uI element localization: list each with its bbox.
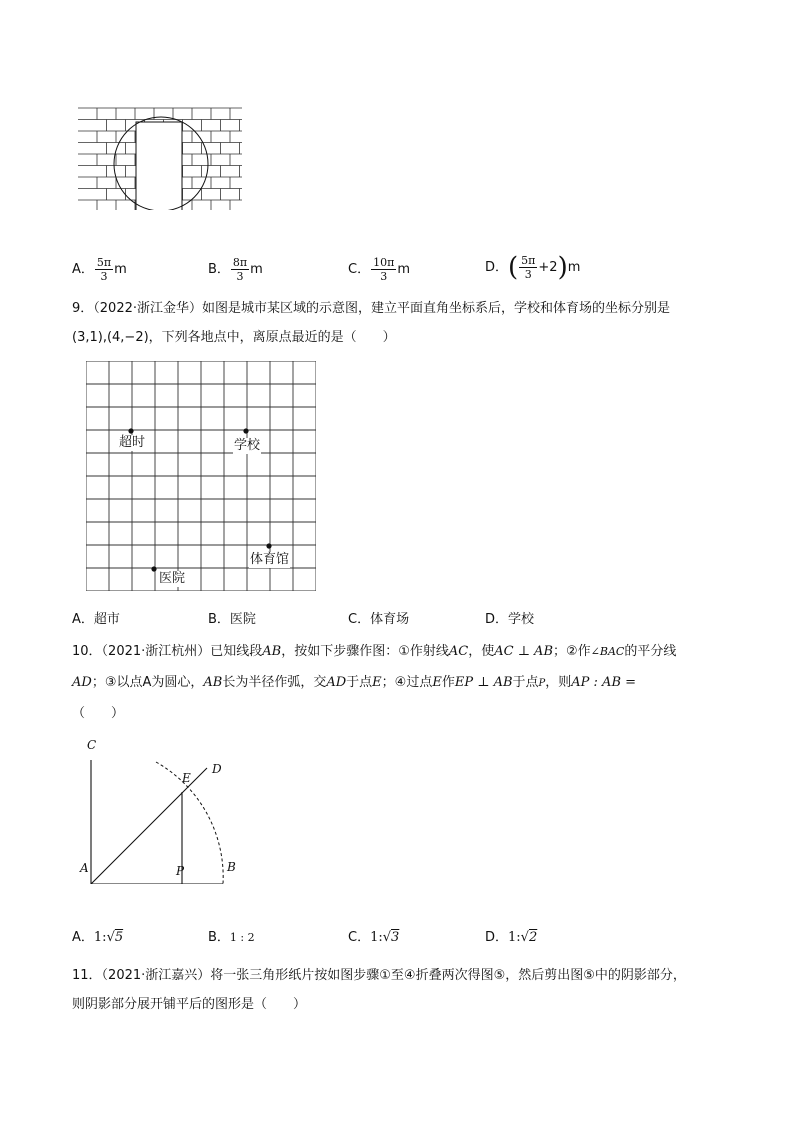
q9-stem-line1: 9．（2022·浙江金华）如图是城市某区域的示意图，建立平面直角坐标系后，学校和体育场的坐标分别是 [72,301,670,316]
q11-stem-line2: 则阴影部分展开铺平后的图形是（ ） [72,997,307,1012]
option-letter: C． [348,262,371,277]
q10-stem-line1 [72,643,676,661]
math: EP ⊥ AB [454,675,513,690]
q8-option-b[interactable] [208,256,263,283]
fraction [231,256,249,283]
q10-option-b[interactable] [208,929,255,947]
q10-construction-figure [72,734,252,884]
label-a: A [80,861,89,875]
option-letter: B． [208,930,230,945]
label-b: B [227,860,236,874]
option-letter: A． [72,262,94,277]
unit: m [114,262,127,277]
hospital-point [151,566,156,571]
ratio-prefix: 1: [93,930,107,945]
q9-stem-line2: (3,1),(4,−2)，下列各地点中，离原点最近的是（ ） [72,330,396,345]
q10-stem-line3: （ ） [72,706,125,721]
text: ；②作 [553,644,591,659]
text: ，按如下步骤作图：①作射线 [281,644,449,659]
numerator: 10π [373,256,395,269]
text: ；④过点 [381,675,433,690]
q8-option-d[interactable] [485,254,580,281]
radicand: 3 [391,930,400,945]
numerator: 5π [521,254,536,267]
plus-term: +2 [538,260,558,275]
math: AB [203,675,223,690]
option-letter: D． [485,930,509,945]
denominator: 3 [236,270,244,283]
ratio-value: 1 : 2 [229,931,255,944]
unit: m [397,262,410,277]
math: ∠BAC [590,645,625,658]
label-p: P [176,864,185,878]
text: 长为半径作弧，交 [222,675,327,690]
stadium-point [266,543,271,548]
left-paren: ( [508,252,519,283]
text: 的平分线 [624,644,677,659]
label-d: D [212,762,222,776]
sqrt-symbol: √ [382,930,392,945]
label-e: E [182,771,191,785]
denominator: 3 [100,270,108,283]
fraction [95,256,113,283]
q9-city-map [86,361,316,591]
math: AD [72,675,92,690]
q8-brick-arch-figure [78,106,244,210]
math: E [432,675,442,690]
q10-option-c[interactable] [348,929,399,947]
text: ；③以点A为圆心， [91,675,204,690]
radicand: 2 [528,930,538,945]
q9-option-c[interactable]: C．体育场 [348,612,410,627]
text: ，使 [468,644,495,659]
q10-option-a[interactable] [72,929,123,947]
math: E [372,675,382,690]
ratio-prefix: 1: [508,930,521,945]
option-letter: A． [72,930,94,945]
q10-stem-line2 [72,674,636,693]
text: ，则 [545,675,572,690]
unit: m [567,260,581,275]
radicand: 5 [114,930,124,945]
denominator: 3 [524,268,532,281]
q10-option-d[interactable] [485,929,537,947]
text: 10．（2021·浙江杭州）已知线段 [72,644,263,659]
text: 作 [441,675,455,690]
q9-option-a[interactable]: A．超市 [72,612,120,627]
q8-option-c[interactable] [348,256,410,283]
numerator: 8π [232,256,248,269]
map-label-hospital: 医院 [159,571,186,586]
option-letter: D． [485,260,509,275]
text: 于点 [512,675,539,690]
option-letter: B． [208,262,230,277]
q11-stem-line1: 11．（2021·浙江嘉兴）将一张三角形纸片按如图步骤①至④折叠两次得图⑤，然后剪出图⑤中的阴影部分， [72,968,686,983]
numerator: 5π [96,256,112,269]
q9-option-b[interactable]: B．医院 [208,612,256,627]
math: P [538,678,546,689]
denominator: 3 [380,270,388,283]
sqrt-symbol: √ [106,930,115,945]
right-paren: ) [557,252,568,283]
math: AB [262,644,282,659]
unit: m [250,262,263,277]
supermarket-point [128,428,133,433]
map-label-school: 学校 [234,438,261,453]
q9-option-d[interactable]: D．学校 [485,612,535,627]
option-letter: C． [348,930,371,945]
math: AC [448,644,469,659]
sqrt-symbol: √ [520,930,529,945]
math: AC ⊥ AB [494,644,554,659]
math: AD [326,675,347,690]
q8-option-a[interactable] [72,256,127,283]
map-label-stadium: 体育馆 [250,552,290,567]
fraction [371,256,396,283]
ray-ad [91,768,207,884]
fraction [519,254,537,281]
q10-figure-svg [72,734,252,884]
map-label-supermarket: 超时 [119,435,146,450]
school-point [243,428,248,433]
math: AP : AB = [571,675,637,690]
label-c: C [87,738,97,752]
ratio-prefix: 1: [370,930,383,945]
text: 于点 [346,675,373,690]
